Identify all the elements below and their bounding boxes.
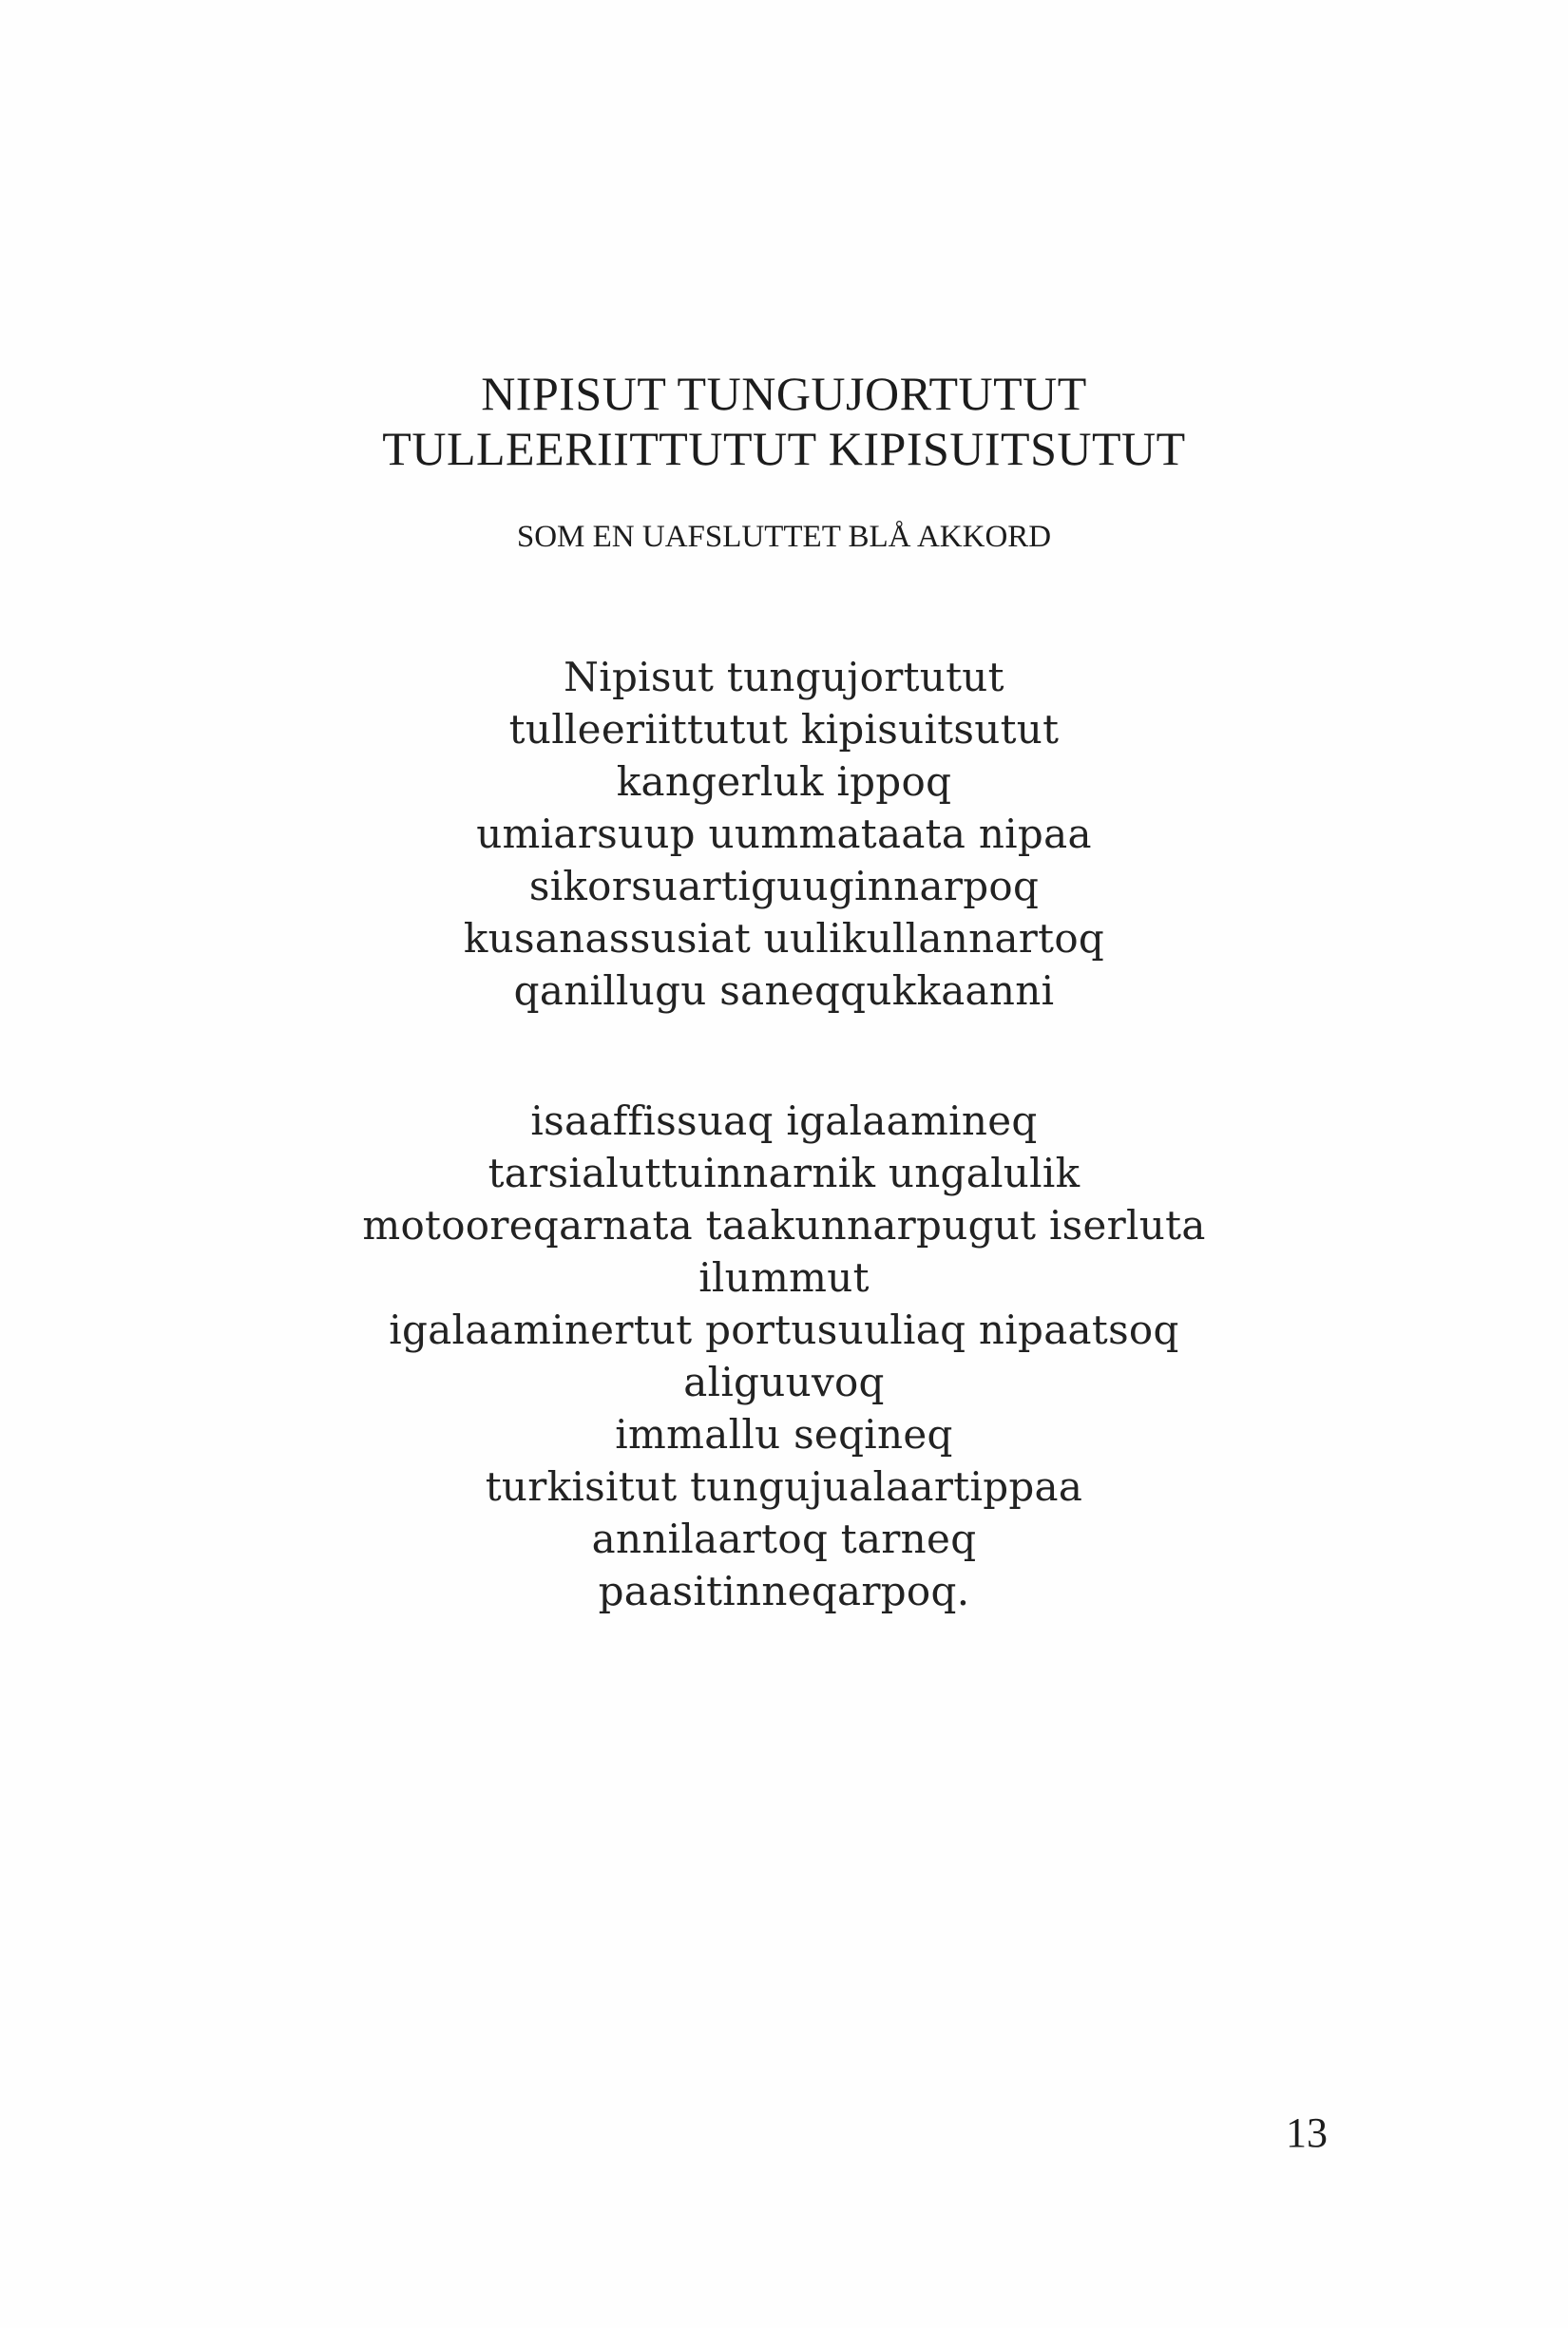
verse-line: immallu seqineq xyxy=(615,1411,953,1458)
verse-line: qanillugu saneqqukkaanni xyxy=(513,967,1055,1014)
poem-title-line-2: TULLEERIITTUTUT KIPISUITSUTUT xyxy=(382,422,1186,475)
verse-line: motooreqarnata taakunnarpugut iserluta xyxy=(362,1202,1206,1249)
stanza-2 xyxy=(0,1095,1568,1617)
verse-line: Nipisut tungujortutut xyxy=(564,654,1004,700)
verse-line: isaaffissuaq igalaamineq xyxy=(530,1097,1038,1144)
stanza-1 xyxy=(0,651,1568,1017)
poem-title xyxy=(0,366,1568,476)
verse-line: sikorsuartiguuginnarpoq xyxy=(528,863,1040,909)
verse-line: annilaartoq tarneq xyxy=(591,1516,977,1562)
verse-line: igalaaminertut portusuuliaq nipaatsoq xyxy=(389,1307,1179,1353)
verse-line: kangerluk ippoq xyxy=(616,758,952,805)
verse-line: ilummut xyxy=(698,1254,870,1301)
verse-line: turkisitut tungujualaartippaa xyxy=(485,1463,1083,1510)
page-number: 13 xyxy=(1286,2109,1328,2156)
verse-line: umiarsuup uummataata nipaa xyxy=(476,811,1092,857)
verse-line: aliguuvoq xyxy=(683,1359,885,1405)
poem-subtitle: SOM EN UAFSLUTTET BLÅ AKKORD xyxy=(516,520,1052,554)
verse-line: tulleeriittutut kipisuitsutut xyxy=(508,706,1060,753)
verse-line: kusanassusiat uulikullannartoq xyxy=(463,915,1105,962)
verse-line: paasitinneqarpoq. xyxy=(598,1568,970,1614)
poem-title-line-1: NIPISUT TUNGUJORTUTUT xyxy=(481,367,1087,420)
verse-line: tarsialuttuinnarnik ungalulik xyxy=(488,1150,1080,1196)
